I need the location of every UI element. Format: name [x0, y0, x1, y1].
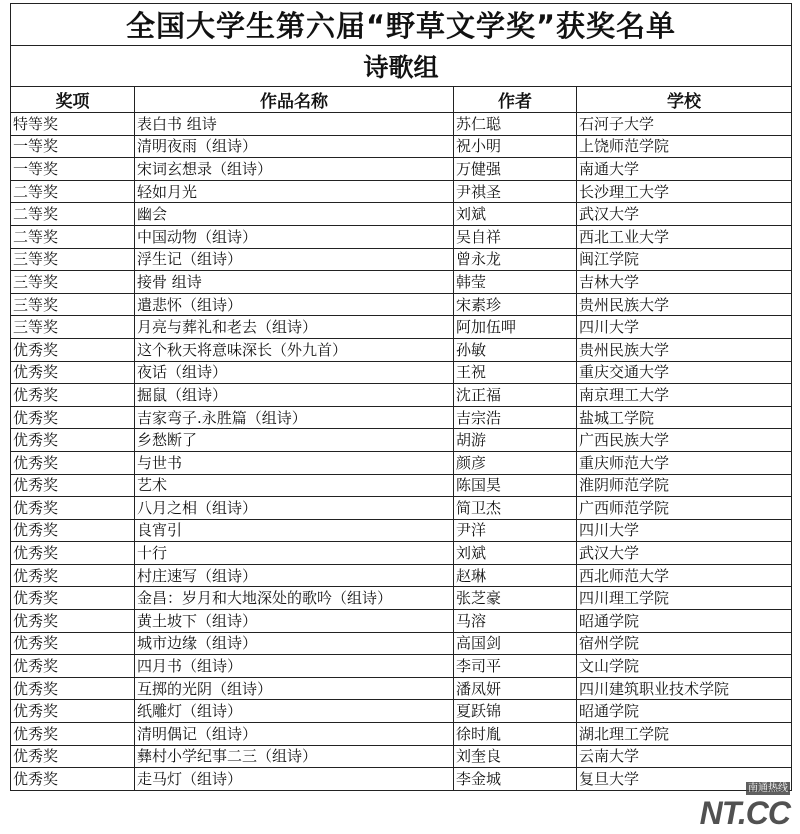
school-cell: 南京理工大学 [577, 384, 792, 407]
work-title-cell: 掘鼠（组诗） [135, 384, 454, 407]
school-cell: 重庆交通大学 [577, 361, 792, 384]
table-row [11, 135, 792, 158]
table-row [11, 248, 792, 271]
award-cell: 优秀奖 [11, 564, 135, 587]
document-title: 全国大学生第六届“野草文学奖”获奖名单 [11, 4, 792, 46]
table-row [11, 384, 792, 407]
watermark-cn: 南通热线 [748, 783, 788, 794]
table-row [11, 723, 792, 746]
author-cell: 韩莹 [454, 271, 577, 294]
work-title-cell: 这个秋天将意味深长（外九首） [135, 338, 454, 361]
work-title-cell: 城市边缘（组诗） [135, 632, 454, 655]
author-cell: 马溶 [454, 610, 577, 633]
school-cell: 长沙理工大学 [577, 180, 792, 203]
table-row [11, 474, 792, 497]
award-cell: 优秀奖 [11, 497, 135, 520]
author-cell: 颜彦 [454, 451, 577, 474]
work-title-cell: 纸雕灯（组诗） [135, 700, 454, 723]
school-cell: 复旦大学 [577, 768, 792, 791]
table-row [11, 180, 792, 203]
author-cell: 祝小明 [454, 135, 577, 158]
watermark-logo [700, 782, 790, 830]
school-cell: 贵州民族大学 [577, 293, 792, 316]
work-title-cell: 八月之相（组诗） [135, 497, 454, 520]
author-cell: 胡游 [454, 429, 577, 452]
work-title-cell: 互掷的光阴（组诗） [135, 677, 454, 700]
school-cell: 广西师范学院 [577, 497, 792, 520]
work-title-cell: 月亮与葬礼和老去（组诗） [135, 316, 454, 339]
work-title-cell: 艺术 [135, 474, 454, 497]
table-row [11, 768, 792, 791]
school-cell: 四川大学 [577, 316, 792, 339]
school-cell: 昭通学院 [577, 610, 792, 633]
table-row [11, 225, 792, 248]
award-cell: 一等奖 [11, 135, 135, 158]
author-cell: 李司平 [454, 655, 577, 678]
award-cell: 优秀奖 [11, 677, 135, 700]
work-title-cell: 乡愁断了 [135, 429, 454, 452]
author-cell: 陈国昊 [454, 474, 577, 497]
table-row [11, 519, 792, 542]
author-cell: 吉宗浩 [454, 406, 577, 429]
school-cell: 四川理工学院 [577, 587, 792, 610]
work-title-cell: 吉家弯子.永胜篇（组诗） [135, 406, 454, 429]
school-cell: 盐城工学院 [577, 406, 792, 429]
school-cell: 昭通学院 [577, 700, 792, 723]
work-title-cell: 表白书 组诗 [135, 113, 454, 136]
award-cell: 优秀奖 [11, 700, 135, 723]
award-cell: 优秀奖 [11, 361, 135, 384]
table-row [11, 677, 792, 700]
work-title-cell: 十行 [135, 542, 454, 565]
award-cell: 优秀奖 [11, 655, 135, 678]
work-title-cell: 与世书 [135, 451, 454, 474]
table-row [11, 203, 792, 226]
table-row [11, 632, 792, 655]
award-cell: 优秀奖 [11, 745, 135, 768]
work-title-cell: 中国动物（组诗） [135, 225, 454, 248]
work-title-cell: 清明偶记（组诗） [135, 723, 454, 746]
school-cell: 贵州民族大学 [577, 338, 792, 361]
table-row [11, 158, 792, 181]
author-cell: 尹洋 [454, 519, 577, 542]
award-cell: 优秀奖 [11, 723, 135, 746]
award-cell: 二等奖 [11, 225, 135, 248]
work-title-cell: 黄土坡下（组诗） [135, 610, 454, 633]
work-title-cell: 彝村小学纪事二三（组诗） [135, 745, 454, 768]
author-cell: 张芝豪 [454, 587, 577, 610]
author-cell: 吴自祥 [454, 225, 577, 248]
award-cell: 特等奖 [11, 113, 135, 136]
award-list-table [10, 3, 792, 791]
award-cell: 优秀奖 [11, 632, 135, 655]
author-cell: 李金城 [454, 768, 577, 791]
award-cell: 优秀奖 [11, 474, 135, 497]
table-row [11, 451, 792, 474]
work-title-cell: 浮生记（组诗） [135, 248, 454, 271]
work-title-cell: 夜话（组诗） [135, 361, 454, 384]
author-cell: 王祝 [454, 361, 577, 384]
author-cell: 刘奎良 [454, 745, 577, 768]
author-cell: 潘凤妍 [454, 677, 577, 700]
school-cell: 南通大学 [577, 158, 792, 181]
author-cell: 沈正福 [454, 384, 577, 407]
school-cell: 吉林大学 [577, 271, 792, 294]
author-cell: 阿加伍呷 [454, 316, 577, 339]
work-title-cell: 村庄速写（组诗） [135, 564, 454, 587]
award-cell: 优秀奖 [11, 542, 135, 565]
school-cell: 云南大学 [577, 745, 792, 768]
table-row [11, 293, 792, 316]
column-header-work: 作品名称 [135, 87, 454, 113]
award-cell: 优秀奖 [11, 429, 135, 452]
work-title-cell: 金昌：岁月和大地深处的歌吟（组诗） [135, 587, 454, 610]
author-cell: 尹祺圣 [454, 180, 577, 203]
table-row [11, 271, 792, 294]
award-cell: 二等奖 [11, 203, 135, 226]
author-cell: 夏跃锦 [454, 700, 577, 723]
column-header-author: 作者 [454, 87, 577, 113]
school-cell: 上饶师范学院 [577, 135, 792, 158]
table-row [11, 113, 792, 136]
work-title-cell: 清明夜雨（组诗） [135, 135, 454, 158]
column-header-school: 学校 [577, 87, 792, 113]
author-cell: 孙敏 [454, 338, 577, 361]
author-cell: 曾永龙 [454, 248, 577, 271]
table-row [11, 338, 792, 361]
table-row [11, 587, 792, 610]
award-cell: 一等奖 [11, 158, 135, 181]
school-cell: 四川大学 [577, 519, 792, 542]
table-row [11, 564, 792, 587]
award-cell: 三等奖 [11, 271, 135, 294]
table-row [11, 542, 792, 565]
school-cell: 广西民族大学 [577, 429, 792, 452]
work-title-cell: 良宵引 [135, 519, 454, 542]
work-title-cell: 四月书（组诗） [135, 655, 454, 678]
author-cell: 万健强 [454, 158, 577, 181]
award-cell: 优秀奖 [11, 610, 135, 633]
school-cell: 石河子大学 [577, 113, 792, 136]
table-row [11, 745, 792, 768]
table-row [11, 406, 792, 429]
award-cell: 优秀奖 [11, 338, 135, 361]
school-cell: 闽江学院 [577, 248, 792, 271]
author-cell: 苏仁聪 [454, 113, 577, 136]
award-cell: 二等奖 [11, 180, 135, 203]
school-cell: 宿州学院 [577, 632, 792, 655]
watermark-nt: NT.CC [699, 795, 790, 831]
award-cell: 优秀奖 [11, 406, 135, 429]
award-cell: 优秀奖 [11, 384, 135, 407]
work-title-cell: 轻如月光 [135, 180, 454, 203]
work-title-cell: 宋词玄想录（组诗） [135, 158, 454, 181]
award-cell: 三等奖 [11, 248, 135, 271]
school-cell: 西北师范大学 [577, 564, 792, 587]
school-cell: 文山学院 [577, 655, 792, 678]
work-title-cell: 幽会 [135, 203, 454, 226]
author-cell: 刘斌 [454, 203, 577, 226]
author-cell: 高国剑 [454, 632, 577, 655]
work-title-cell: 走马灯（组诗） [135, 768, 454, 791]
work-title-cell: 遣悲怀（组诗） [135, 293, 454, 316]
award-cell: 三等奖 [11, 316, 135, 339]
author-cell: 徐时胤 [454, 723, 577, 746]
award-cell: 优秀奖 [11, 587, 135, 610]
table-row [11, 610, 792, 633]
school-cell: 四川建筑职业技术学院 [577, 677, 792, 700]
award-cell: 优秀奖 [11, 768, 135, 791]
award-cell: 优秀奖 [11, 519, 135, 542]
school-cell: 淮阴师范学院 [577, 474, 792, 497]
group-title: 诗歌组 [11, 46, 792, 87]
school-cell: 重庆师范大学 [577, 451, 792, 474]
award-cell: 三等奖 [11, 293, 135, 316]
author-cell: 赵琳 [454, 564, 577, 587]
column-header-award: 奖项 [11, 87, 135, 113]
author-cell: 简卫杰 [454, 497, 577, 520]
school-cell: 西北工业大学 [577, 225, 792, 248]
table-row [11, 316, 792, 339]
award-cell: 优秀奖 [11, 451, 135, 474]
author-cell: 宋素珍 [454, 293, 577, 316]
work-title-cell: 接骨 组诗 [135, 271, 454, 294]
table-row [11, 361, 792, 384]
table-row [11, 497, 792, 520]
author-cell: 刘斌 [454, 542, 577, 565]
table-row [11, 655, 792, 678]
school-cell: 武汉大学 [577, 203, 792, 226]
school-cell: 湖北理工学院 [577, 723, 792, 746]
school-cell: 武汉大学 [577, 542, 792, 565]
table-row [11, 700, 792, 723]
table-row [11, 429, 792, 452]
